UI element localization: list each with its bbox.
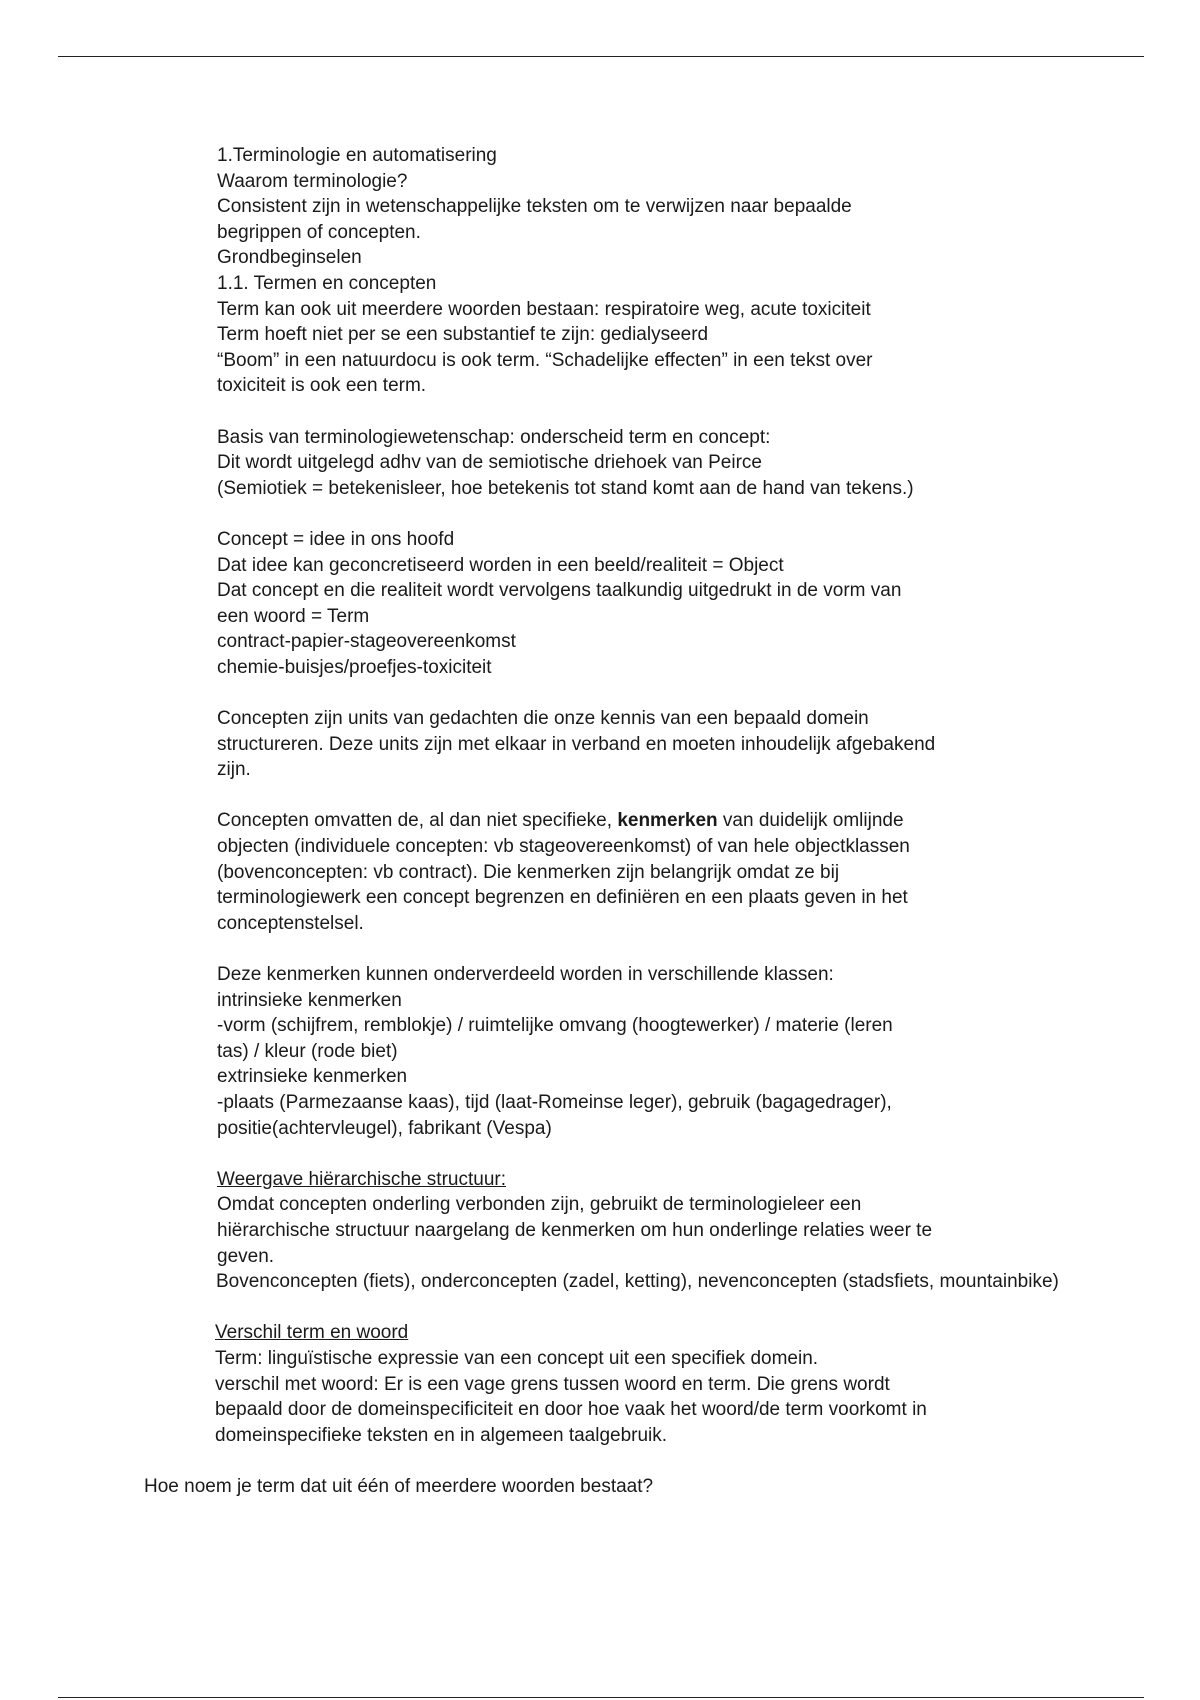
text-line: Deze kenmerken kunnen onderverdeeld worden in verschillende klassen: — [217, 964, 834, 985]
text-line: mountainbike) — [939, 1271, 1059, 1293]
text-line: conceptenstelsel. — [217, 912, 364, 934]
text-line: Term hoeft niet per se een substantief te zijn: gedialyseerd — [217, 324, 709, 346]
question-heading: Waarom terminologie? — [217, 170, 408, 192]
text-line: chemie-buisjes/proefjes-toxiciteit — [217, 656, 492, 678]
text-line: Consistent zijn in wetenschappelijke teksten om te verwijzen naar bepaalde — [217, 196, 852, 218]
text-line: Dit wordt uitgelegd adhv van de semiotische driehoek van Peirce — [217, 452, 762, 474]
subsection-heading: 1.1. Termen en concepten — [217, 272, 437, 294]
text-line: geven. — [217, 1245, 275, 1267]
text-run: van duidelijk omlijnde — [717, 810, 904, 832]
basis-paragraph — [0, 425, 1200, 502]
text-line: tas) / kleur (rode biet) — [217, 1040, 398, 1062]
text-line: intrinsieke kenmerken — [217, 989, 402, 1011]
text-line: Dat idee kan geconcretiseerd worden in een beeld/realiteit = Object — [217, 554, 784, 576]
intro-block — [0, 143, 1200, 399]
text-line: hiërarchische structuur naargelang de kenmerken om hun onderlinge relaties weer te — [217, 1219, 933, 1241]
text-line: Concept = idee in ons hoofd — [217, 528, 455, 550]
units-paragraph — [0, 706, 1200, 783]
text-line: extrinsieke kenmerken — [217, 1066, 408, 1088]
underlined-heading: Weergave hiërarchische structuur: — [217, 1168, 506, 1190]
text-line: “Boom” in een natuurdocu is ook term. “Schadelijke effecten” in een tekst over — [217, 349, 873, 371]
text-line: -plaats (Parmezaanse kaas), tijd (laat-Romeinse leger), gebruik (bagagedrager), — [217, 1091, 892, 1113]
footer-rule — [58, 1697, 1144, 1698]
text-line: Bovenconcepten (fiets), onderconcepten (zadel, ketting), nevenconcepten (stadsfiets, — [216, 1271, 935, 1293]
text-line: structureren. Deze units zijn met elkaar in verband en moeten inhoudelijk afgebakend — [217, 733, 936, 755]
question-line: Hoe noem je term dat uit één of meerdere woorden bestaat? — [144, 1475, 654, 1497]
klassen-paragraph — [0, 962, 1200, 1141]
text-line: Dat concept en die realiteit wordt vervolgens taalkundig uitgedrukt in de vorm van — [217, 580, 902, 602]
concept-paragraph — [0, 527, 1200, 681]
text-line — [217, 808, 1080, 834]
text-line: positie(achtervleugel), fabrikant (Vespa) — [217, 1117, 552, 1139]
text-line: (Semiotiek = betekenisleer, hoe betekenis tot stand komt aan de hand van tekens.) — [217, 477, 914, 499]
text-line: Term: linguïstische expressie van een concept uit een specifiek domein. — [215, 1347, 819, 1369]
text-line: verschil met woord: Er is een vage grens tussen woord en term. Die grens wordt — [215, 1373, 890, 1395]
text-line: een woord = Term — [217, 605, 370, 627]
term-word-paragraph — [0, 1320, 1200, 1448]
chapter-heading: 1.Terminologie en automatisering — [217, 145, 497, 166]
text-line: Omdat concepten onderling verbonden zijn, gebruikt de terminologieleer een — [217, 1194, 862, 1216]
text-line: contract-papier-stageovereenkomst — [217, 631, 516, 653]
text-line: zijn. — [217, 759, 251, 781]
text-line: domeinspecifieke teksten en in algemeen taalgebruik. — [215, 1424, 668, 1446]
text-line: terminologiewerk een concept begrenzen en definiëren en een plaats geven in het — [217, 887, 908, 909]
text-line: objecten (individuele concepten: vb stageovereenkomst) of van hele objectklassen — [217, 836, 910, 858]
hierarchy-paragraph — [0, 1167, 1200, 1269]
text-line: (bovenconcepten: vb contract). Die kenmerken zijn belangrijk omdat ze bij — [217, 861, 840, 883]
hierarchy-example — [0, 1269, 1200, 1295]
text-line: bepaald door de domeinspecificiteit en door hoe vaak het woord/de term voorkomt in — [215, 1399, 927, 1421]
section-heading: Grondbeginselen — [217, 247, 362, 269]
bold-term: kenmerken — [617, 810, 718, 832]
text-run: Concepten omvatten de, al dan niet specifieke, — [217, 810, 618, 832]
text-line: Term kan ook uit meerdere woorden bestaan: respiratoire weg, acute toxiciteit — [217, 298, 871, 320]
text-line: Concepten zijn units van gedachten die onze kennis van een bepaald domein — [217, 708, 869, 730]
kenmerken-paragraph — [0, 808, 1200, 936]
text-line: Basis van terminologiewetenschap: onderscheid term en concept: — [217, 426, 771, 448]
text-line: -vorm (schijfrem, remblokje) / ruimtelijke omvang (hoogtewerker) / materie (leren — [217, 1015, 893, 1037]
text-line: begrippen of concepten. — [217, 221, 421, 243]
closing-question — [0, 1474, 1200, 1500]
underlined-heading: Verschil term en woord — [215, 1322, 409, 1344]
header-rule — [58, 56, 1144, 57]
text-line: toxiciteit is ook een term. — [217, 375, 427, 397]
document-body — [0, 143, 1200, 1499]
